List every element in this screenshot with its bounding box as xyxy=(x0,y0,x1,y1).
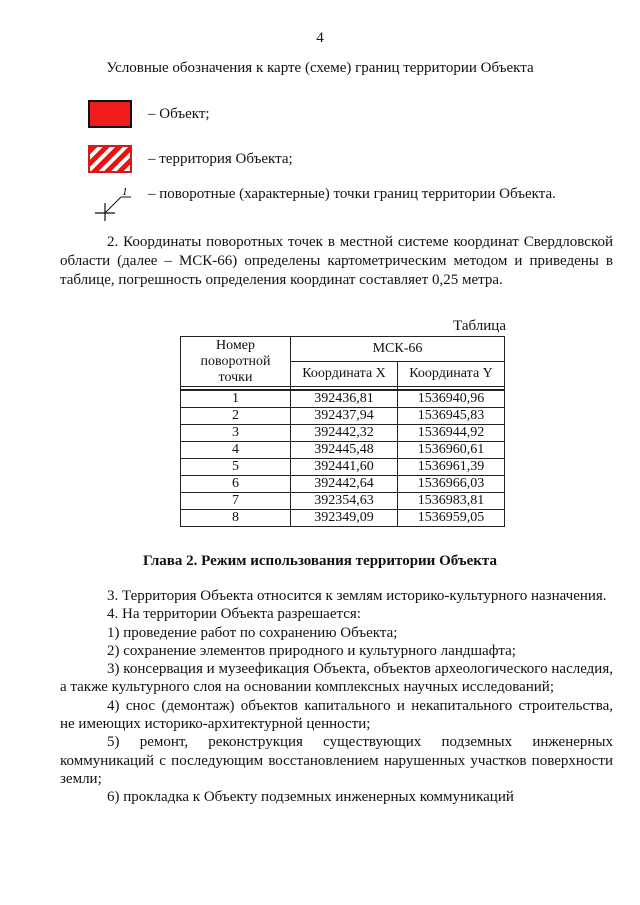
coordinates-table-body xyxy=(181,390,505,527)
table-cell-x: 392354,63 xyxy=(291,493,398,510)
turning-point-marker-icon xyxy=(85,185,135,221)
table-row xyxy=(181,442,505,459)
list-item-5: 5) ремонт, реконструкция существующих подземных инженерных коммуникаций с последующим восстановлением нарушенных участков поверхности земли; xyxy=(60,734,613,787)
table-row xyxy=(181,425,505,442)
page-number: 4 xyxy=(316,30,324,46)
list-item-2: 2) сохранение элементов природного и культурного ландшафта; xyxy=(107,642,516,659)
col-header-point-number: Номер поворотной точки xyxy=(181,337,291,387)
list-item-1: 1) проведение работ по сохранению Объекта; xyxy=(107,624,398,641)
body-text xyxy=(60,587,613,807)
table-cell-n: 1 xyxy=(181,390,291,408)
table-row xyxy=(181,408,505,425)
table-cell-n: 3 xyxy=(181,425,291,442)
list-item-4: 4) снос (демонтаж) объектов капитального и некапитального строительства, не имеющих историко-архитектурной ценности; xyxy=(60,697,613,733)
table-cell-y: 1536945,83 xyxy=(398,408,505,425)
paragraph-2: 2. Координаты поворотных точек в местной системе координат Свердловской области (далее – МСК-66) определены картометрическим методом и приведены в таблице, погрешность определения координат составляет 0,25 метра. xyxy=(60,234,613,288)
table-cell-n: 7 xyxy=(181,493,291,510)
table-row xyxy=(181,493,505,510)
chapter-title: Глава 2. Режим использования территории Объекта xyxy=(143,553,497,569)
table-cell-x: 392445,48 xyxy=(291,442,398,459)
table-row xyxy=(181,476,505,493)
legend-points-label: – поворотные (характерные) точки границ территории Объекта. xyxy=(148,186,556,202)
table-cell-y: 1536983,81 xyxy=(398,493,505,510)
coordinates-table xyxy=(180,336,505,527)
table-row xyxy=(181,510,505,527)
table-cell-x: 392437,94 xyxy=(291,408,398,425)
table-cell-y: 1536944,92 xyxy=(398,425,505,442)
table-cell-y: 1536959,05 xyxy=(398,510,505,527)
turning-point-marker-label: 1 xyxy=(122,186,128,198)
list-item-3: 3) консервация и музеефикация Объекта, объектов археологического наследия, а также культурного слоя на основании комплексных научных исследований; xyxy=(60,661,613,696)
table-cell-n: 4 xyxy=(181,442,291,459)
hatched-territory-swatch-icon xyxy=(88,145,132,173)
paragraph-4: 4. На территории Объекта разрешается: xyxy=(107,606,361,623)
table-cell-y: 1536961,39 xyxy=(398,459,505,476)
list-item-6: 6) прокладка к Объекту подземных инженерных коммуникаций xyxy=(107,789,514,806)
legend-object-label: – Объект; xyxy=(148,106,210,122)
legend-title: Условные обозначения к карте (схеме) границ территории Объекта xyxy=(106,60,534,76)
table-cell-n: 5 xyxy=(181,459,291,476)
table-row xyxy=(181,390,505,408)
table-cell-x: 392436,81 xyxy=(291,390,398,408)
table-row xyxy=(181,459,505,476)
table-cell-x: 392349,09 xyxy=(291,510,398,527)
table-cell-y: 1536960,61 xyxy=(398,442,505,459)
table-cell-y: 1536940,96 xyxy=(398,390,505,408)
col-header-msk66: МСК-66 xyxy=(291,337,505,362)
table-cell-n: 2 xyxy=(181,408,291,425)
legend-territory-label: – территория Объекта; xyxy=(148,151,293,167)
table-cell-n: 6 xyxy=(181,476,291,493)
object-fill-swatch-icon xyxy=(88,100,132,128)
col-header-y: Координата Y xyxy=(398,362,505,387)
table-caption: Таблица xyxy=(453,318,506,334)
table-cell-x: 392442,64 xyxy=(291,476,398,493)
col-header-x: Координата X xyxy=(291,362,398,387)
table-cell-x: 392441,60 xyxy=(291,459,398,476)
table-cell-x: 392442,32 xyxy=(291,425,398,442)
table-cell-y: 1536966,03 xyxy=(398,476,505,493)
table-cell-n: 8 xyxy=(181,510,291,527)
paragraph-3: 3. Территория Объекта относится к землям историко-культурного назначения. xyxy=(107,588,607,604)
